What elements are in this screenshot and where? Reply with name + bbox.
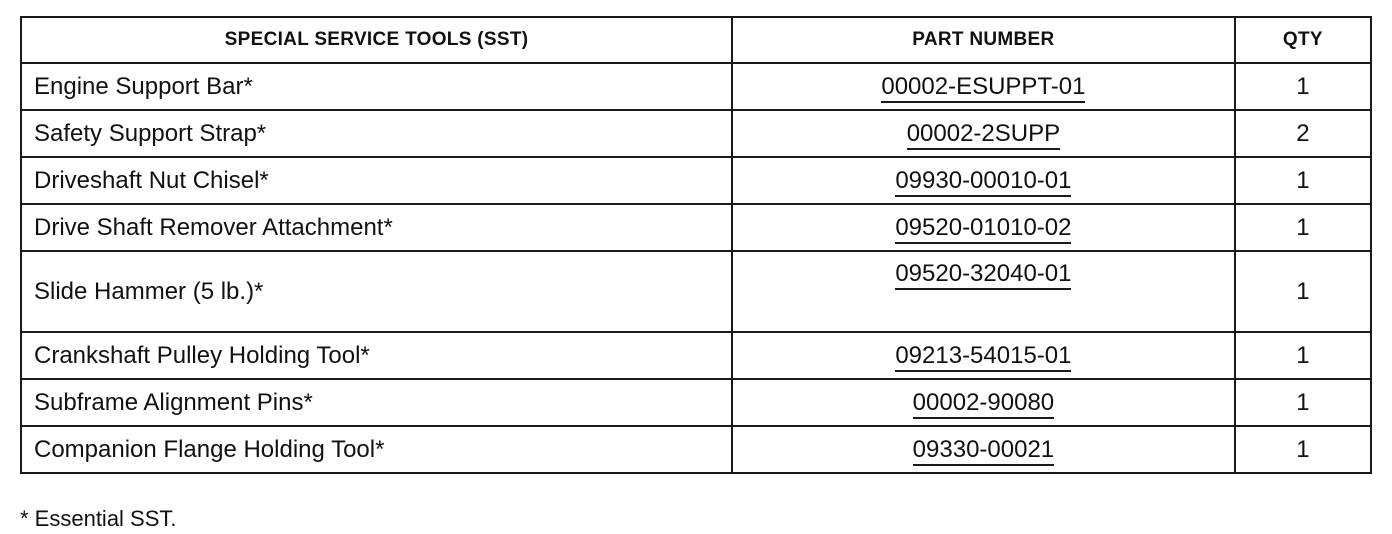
tool-name-cell: Engine Support Bar*: [21, 63, 732, 110]
header-qty: QTY: [1235, 17, 1371, 63]
part-number-cell: [732, 63, 1235, 110]
part-number-link[interactable]: 09520-01010-02: [895, 214, 1071, 244]
qty-cell: 1: [1235, 426, 1371, 473]
qty-cell: 1: [1235, 332, 1371, 379]
part-number-link[interactable]: 00002-2SUPP: [907, 120, 1060, 150]
table-header-row: [21, 17, 1371, 63]
table-row: [21, 379, 1371, 426]
essential-sst-footnote: * Essential SST.: [20, 506, 177, 531]
part-number-cell: [732, 251, 1235, 332]
special-service-tools-table: [20, 16, 1372, 474]
part-number-cell: [732, 426, 1235, 473]
tool-name-cell: Companion Flange Holding Tool*: [21, 426, 732, 473]
part-number-link[interactable]: 00002-ESUPPT-01: [881, 73, 1085, 103]
table-row: [21, 157, 1371, 204]
table-row: [21, 251, 1371, 332]
part-number-link[interactable]: 00002-90080: [913, 389, 1054, 419]
qty-cell: 1: [1235, 379, 1371, 426]
header-tool: SPECIAL SERVICE TOOLS (SST): [21, 17, 732, 63]
table-row: [21, 63, 1371, 110]
header-part-number: PART NUMBER: [732, 17, 1235, 63]
part-number-cell: [732, 157, 1235, 204]
part-number-cell: [732, 332, 1235, 379]
tool-name-cell: Drive Shaft Remover Attachment*: [21, 204, 732, 251]
table-row: [21, 204, 1371, 251]
qty-cell: 1: [1235, 204, 1371, 251]
part-number-cell: [732, 204, 1235, 251]
tool-name-cell: Subframe Alignment Pins*: [21, 379, 732, 426]
tool-name-cell: Crankshaft Pulley Holding Tool*: [21, 332, 732, 379]
qty-cell: 1: [1235, 251, 1371, 332]
tool-name-cell: Driveshaft Nut Chisel*: [21, 157, 732, 204]
tool-name-cell: Slide Hammer (5 lb.)*: [21, 251, 732, 332]
qty-cell: 2: [1235, 110, 1371, 157]
part-number-link[interactable]: 09520-32040-01: [895, 260, 1071, 290]
part-number-link[interactable]: 09213-54015-01: [895, 342, 1071, 372]
table-row: [21, 426, 1371, 473]
qty-cell: 1: [1235, 63, 1371, 110]
tool-name-cell: Safety Support Strap*: [21, 110, 732, 157]
part-number-link[interactable]: 09330-00021: [913, 436, 1054, 466]
part-number-cell: [732, 379, 1235, 426]
part-number-link[interactable]: 09930-00010-01: [895, 167, 1071, 197]
table-row: [21, 110, 1371, 157]
part-number-cell: [732, 110, 1235, 157]
qty-cell: 1: [1235, 157, 1371, 204]
table-row: [21, 332, 1371, 379]
